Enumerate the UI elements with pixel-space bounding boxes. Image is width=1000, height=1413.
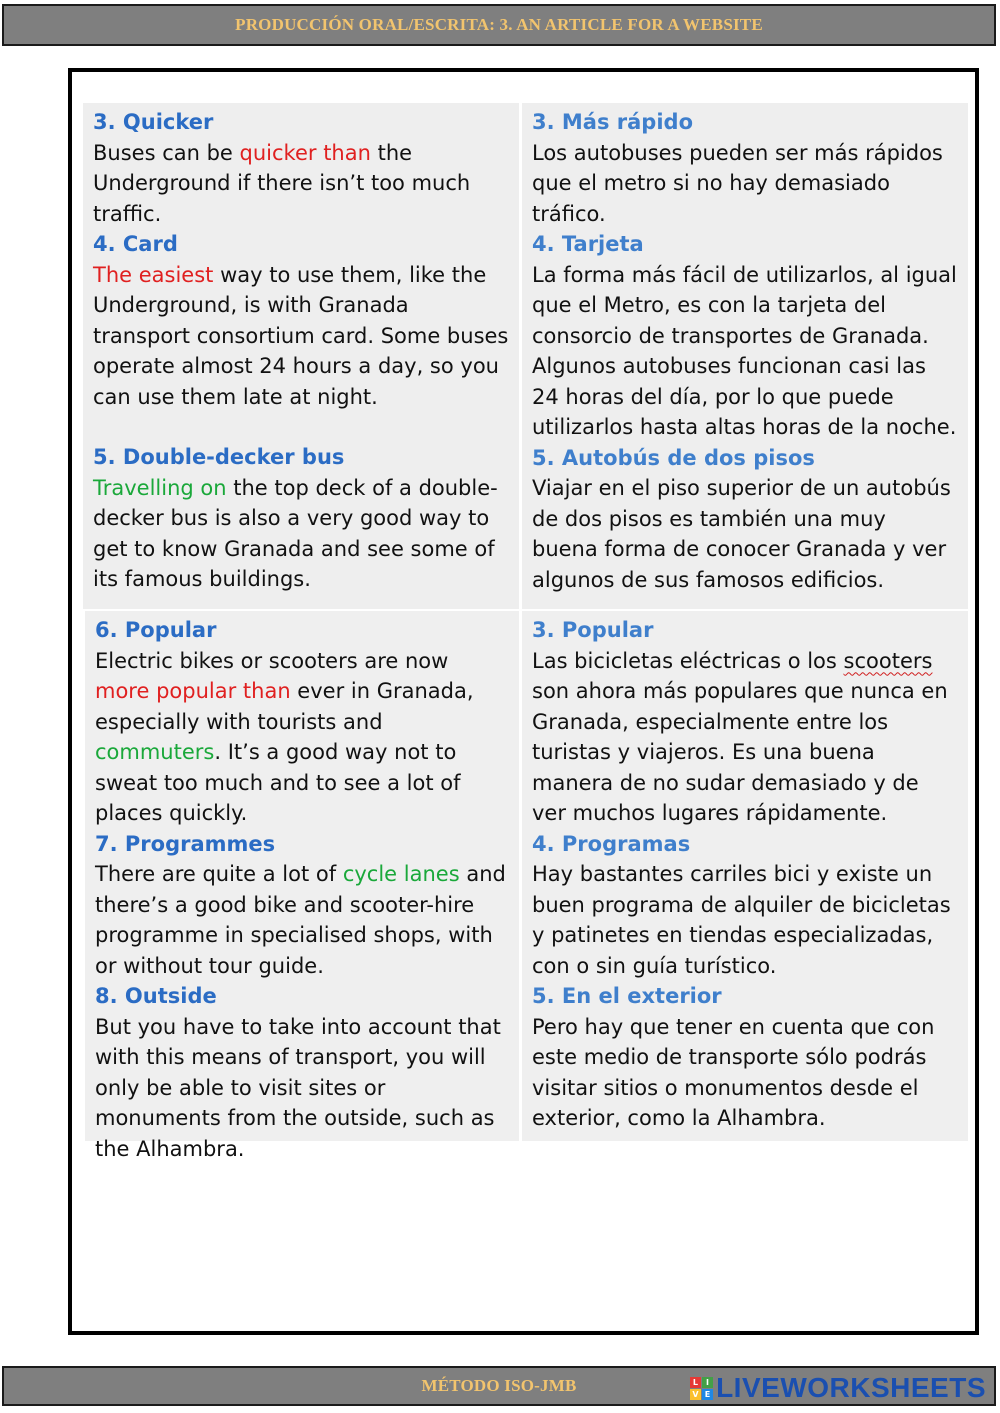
footer-banner xyxy=(2,1366,996,1406)
top-spanish-cell xyxy=(522,103,968,609)
para-quicker xyxy=(93,138,509,230)
liveworksheets-logo[interactable] xyxy=(690,1374,986,1402)
highlight-cycle-lanes: cycle lanes xyxy=(342,862,460,886)
spacer xyxy=(93,412,509,442)
logo-letter: E xyxy=(702,1389,713,1400)
logo-grid-icon xyxy=(690,1377,713,1400)
text-segment: Buses can be xyxy=(93,140,240,165)
text-segment: son ahora más populares que nunca en Granada, especialmente entre los turistas y viajeros. Es una buena manera de no sudar demasiado y de ver muchos lugares rápidamente. xyxy=(532,679,948,825)
heading-programmes: 7. Programmes xyxy=(95,831,276,856)
header-banner xyxy=(2,4,996,46)
heading-double-decker: 5. Double-decker bus xyxy=(93,445,345,469)
text-segment: There are quite a lot of xyxy=(95,862,343,886)
header-title: PRODUCCIÓN ORAL/ESCRITA: 3. AN ARTICLE FOR A WEBSITE xyxy=(235,15,763,34)
text-segment: the top deck of a double-decker bus is also a very good way to get to know Granada and see some of its famous buildings. xyxy=(93,475,498,591)
text-segment: the Underground if there isn’t too much traffic. xyxy=(93,140,471,226)
para-double-decker xyxy=(93,473,509,595)
text-segment: Electric bikes or scooters are now xyxy=(95,648,449,673)
text-segment: Las bicicletas eléctricas o los xyxy=(532,648,844,673)
heading-programas: 4. Programas xyxy=(532,831,691,856)
highlight-more-popular-than: more popular than xyxy=(95,679,291,703)
top-english-cell xyxy=(83,103,519,609)
text-segment: . It’s a good way not to sweat too much and to see a lot of places quickly. xyxy=(95,740,461,825)
logo-letter: I xyxy=(702,1377,713,1388)
spellcheck-scooters: scooters xyxy=(843,648,933,673)
heading-popular: 6. Popular xyxy=(95,618,217,642)
para-autobus-dos-pisos: Viajar en el piso superior de un autobús de dos pisos es también una muy buena forma de conocer Granada y ver algunos de sus famosos edificios. xyxy=(532,476,951,592)
text-segment: way to use them, like the Underground, is with Granada transport consortium card. Some buses operate almost 24 hours a day, so you can use them late at night. xyxy=(93,262,509,409)
text-segment: ever in Granada, especially with tourists and xyxy=(95,679,474,734)
heading-popular-es: 3. Popular xyxy=(532,618,654,642)
para-popular xyxy=(95,646,509,829)
highlight-the-easiest: The easiest xyxy=(93,262,214,287)
para-programmes xyxy=(95,859,509,981)
bottom-english-cell xyxy=(85,611,519,1161)
heading-tarjeta: 4. Tarjeta xyxy=(532,232,644,256)
para-en-el-exterior: Pero hay que tener en cuenta que con este medio de transporte sólo podrás visitar sitios o monumentos desde el exterior, como la Alhambra. xyxy=(532,1014,935,1130)
logo-letter: L xyxy=(690,1377,701,1388)
heading-autobus-dos-pisos: 5. Autobús de dos pisos xyxy=(532,445,815,470)
para-popular-es xyxy=(532,646,958,829)
para-mas-rapido: Los autobuses pueden ser más rápidos que el metro si no hay demasiado tráfico. xyxy=(532,140,943,226)
content-frame xyxy=(68,68,979,1335)
para-outside: But you have to take into account that with this means of transport, you will only be able to visit sites or monuments from the outside, such as the Alhambra. xyxy=(95,1014,501,1161)
logo-text: LIVEWORKSHEETS xyxy=(716,1372,986,1403)
text-segment: and there’s a good bike and scooter-hire programme in specialised shops, with or without tour guide. xyxy=(95,862,506,978)
highlight-commuters: commuters xyxy=(95,740,215,764)
heading-outside: 8. Outside xyxy=(95,984,217,1008)
heading-quicker: 3. Quicker xyxy=(93,110,214,134)
heading-en-el-exterior: 5. En el exterior xyxy=(532,984,722,1008)
para-tarjeta: La forma más fácil de utilizarlos, al igual que el Metro, es con la tarjeta del consorcio de transportes de Granada. Algunos autobuses funcionan casi las 24 horas del día, por lo que puede utilizarlos hasta altas horas de la noche. xyxy=(532,262,957,439)
logo-letter: V xyxy=(690,1389,701,1400)
highlight-travelling-on: Travelling on xyxy=(93,475,227,500)
bottom-spanish-cell xyxy=(522,611,968,1141)
heading-mas-rapido: 3. Más rápido xyxy=(532,110,693,134)
footer-method: MÉTODO ISO-JMB xyxy=(421,1376,577,1395)
para-programas: Hay bastantes carriles bici y existe un buen programa de alquiler de bicicletas y patinetes en tiendas especializadas, con o sin guía turístico. xyxy=(532,862,951,978)
para-card xyxy=(93,260,509,413)
heading-card: 4. Card xyxy=(93,232,178,256)
highlight-quicker-than: quicker than xyxy=(239,140,371,165)
